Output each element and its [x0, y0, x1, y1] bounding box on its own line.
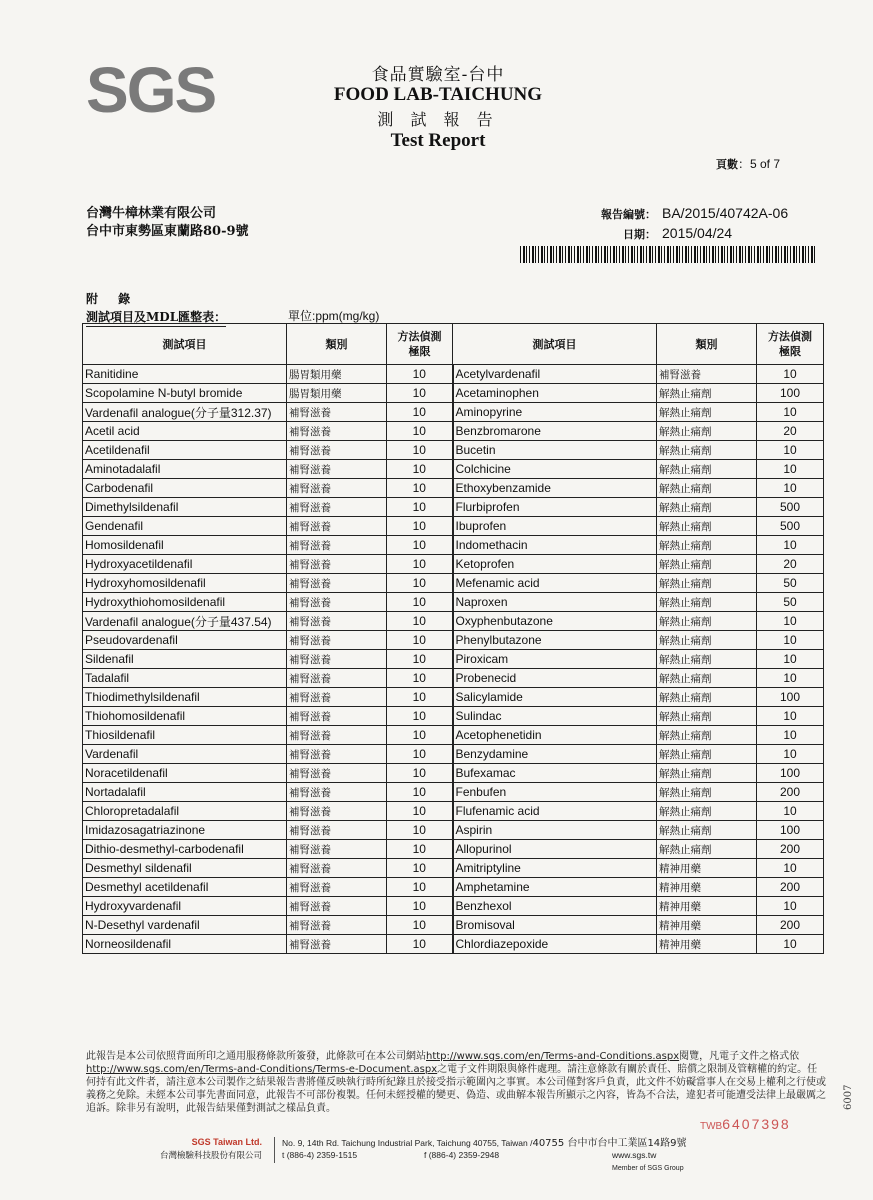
cell-category-2: 解熱止痛劑 — [657, 745, 757, 764]
serial-value: 6407398 — [722, 1116, 791, 1132]
cell-test-item: Hydroxyhomosildenafil — [83, 574, 287, 593]
cell-mdl: 10 — [387, 365, 453, 384]
cell-test-item: Hydroxythiohomosildenafil — [83, 593, 287, 612]
footer-company — [159, 1137, 262, 1161]
cell-test-item: Vardenafil — [83, 745, 287, 764]
cell-mdl-2: 100 — [757, 688, 824, 707]
table-row — [83, 935, 824, 954]
cell-category: 補腎滋養 — [287, 840, 387, 859]
cell-mdl: 10 — [387, 726, 453, 745]
footer-fax: f (886-4) 2359-2948 — [424, 1150, 500, 1160]
cell-test-item: Hydroxyacetildenafil — [83, 555, 287, 574]
footer-disclaimer — [86, 1050, 826, 1115]
cell-mdl-2: 10 — [757, 650, 824, 669]
cell-mdl: 10 — [387, 745, 453, 764]
client-name: 台灣牛樟林業有限公司 — [86, 206, 217, 221]
footer-tel: t (886-4) 2359-1515 — [282, 1150, 358, 1160]
cell-category-2: 解熱止痛劑 — [657, 517, 757, 536]
cell-category-2: 解熱止痛劑 — [657, 384, 757, 403]
cell-category: 補腎滋養 — [287, 688, 387, 707]
header-category: 類別 — [287, 324, 387, 365]
cell-test-item: Tadalafil — [83, 669, 287, 688]
cell-category-2: 精神用藥 — [657, 878, 757, 897]
terms-e-document-link[interactable]: http://www.sgs.com/en/Terms-and-Conditions/Terms-e-Document.aspx — [86, 1064, 438, 1075]
cell-category: 補腎滋養 — [287, 745, 387, 764]
cell-mdl-2: 500 — [757, 517, 824, 536]
appendix-label: 附 錄 — [86, 292, 139, 306]
cell-test-item-2: Piroxicam — [453, 650, 657, 669]
footer-address-zh: 40755 台中市台中工業區14路9號 — [532, 1138, 687, 1149]
cell-test-item: Dimethylsildenafil — [83, 498, 287, 517]
cell-category: 補腎滋養 — [287, 802, 387, 821]
cell-category-2: 解熱止痛劑 — [657, 498, 757, 517]
cell-category: 補腎滋養 — [287, 555, 387, 574]
table-row — [83, 441, 824, 460]
serial-number — [700, 1116, 791, 1132]
cell-test-item: Dithio-desmethyl-carbodenafil — [83, 840, 287, 859]
client-block — [86, 205, 249, 241]
cell-mdl-2: 20 — [757, 555, 824, 574]
cell-category: 補腎滋養 — [287, 536, 387, 555]
table-row — [83, 726, 824, 745]
cell-mdl: 10 — [387, 555, 453, 574]
cell-test-item: Ranitidine — [83, 365, 287, 384]
table-row — [83, 916, 824, 935]
cell-test-item-2: Mefenamic acid — [453, 574, 657, 593]
cell-test-item-2: Acetylvardenafil — [453, 365, 657, 384]
cell-test-item: N-Desethyl vardenafil — [83, 916, 287, 935]
table-row — [83, 859, 824, 878]
cell-test-item: Imidazosagatriazinone — [83, 821, 287, 840]
report-date-value: 2015/04/24 — [662, 225, 733, 241]
cell-test-item-2: Colchicine — [453, 460, 657, 479]
page-number-label: 頁數 — [716, 158, 738, 171]
cell-test-item: Hydroxyvardenafil — [83, 897, 287, 916]
cell-category: 補腎滋養 — [287, 916, 387, 935]
cell-category-2: 解熱止痛劑 — [657, 840, 757, 859]
footer-member: Member of SGS Group — [612, 1165, 684, 1172]
barcode — [520, 246, 817, 263]
cell-test-item-2: Amphetamine — [453, 878, 657, 897]
cell-mdl: 10 — [387, 897, 453, 916]
table-row — [83, 612, 824, 631]
header-mdl-2 — [757, 324, 824, 365]
report-no-label: 報告編號： — [601, 208, 656, 221]
cell-test-item-2: Aspirin — [453, 821, 657, 840]
cell-category-2: 精神用藥 — [657, 935, 757, 954]
cell-category: 補腎滋養 — [287, 422, 387, 441]
cell-category-2: 解熱止痛劑 — [657, 593, 757, 612]
table-row — [83, 821, 824, 840]
cell-category-2: 解熱止痛劑 — [657, 631, 757, 650]
cell-mdl-2: 10 — [757, 460, 824, 479]
cell-test-item-2: Allopurinol — [453, 840, 657, 859]
table-row — [83, 802, 824, 821]
cell-test-item-2: Salicylamide — [453, 688, 657, 707]
cell-category-2: 解熱止痛劑 — [657, 479, 757, 498]
table-row — [83, 631, 824, 650]
cell-mdl-2: 50 — [757, 574, 824, 593]
unit-label: 單位:ppm(mg/kg) — [288, 309, 380, 323]
table-row — [83, 897, 824, 916]
page-number — [716, 155, 780, 172]
table-row — [83, 593, 824, 612]
cell-mdl-2: 100 — [757, 764, 824, 783]
cell-mdl: 10 — [387, 574, 453, 593]
footer-divider — [274, 1137, 275, 1163]
cell-mdl: 10 — [387, 878, 453, 897]
table-row — [83, 745, 824, 764]
table-row — [83, 764, 824, 783]
cell-test-item-2: Ibuprofen — [453, 517, 657, 536]
table-row — [83, 878, 824, 897]
cell-category-2: 解熱止痛劑 — [657, 783, 757, 802]
cell-mdl-2: 100 — [757, 384, 824, 403]
cell-mdl-2: 200 — [757, 783, 824, 802]
cell-test-item-2: Indomethacin — [453, 536, 657, 555]
page-number-value: ：5 of 7 — [738, 157, 781, 171]
header-mdl-line1: 方法偵測 — [397, 330, 442, 343]
client-address: 台中市東勢區東蘭路80-9號 — [86, 224, 249, 239]
cell-mdl: 10 — [387, 517, 453, 536]
cell-category: 腸胃類用藥 — [287, 365, 387, 384]
cell-test-item: Sildenafil — [83, 650, 287, 669]
table-row — [83, 650, 824, 669]
cell-mdl-2: 10 — [757, 441, 824, 460]
cell-category: 補腎滋養 — [287, 650, 387, 669]
cell-category: 補腎滋養 — [287, 593, 387, 612]
cell-mdl: 10 — [387, 384, 453, 403]
cell-category: 補腎滋養 — [287, 821, 387, 840]
cell-test-item: Desmethyl acetildenafil — [83, 878, 287, 897]
cell-test-item: Thiohomosildenafil — [83, 707, 287, 726]
cell-category: 補腎滋養 — [287, 498, 387, 517]
cell-test-item-2: Bufexamac — [453, 764, 657, 783]
cell-mdl: 10 — [387, 859, 453, 878]
cell-category: 補腎滋養 — [287, 403, 387, 422]
cell-category: 補腎滋養 — [287, 726, 387, 745]
lab-title-en: FOOD LAB-TAICHUNG — [333, 84, 543, 105]
cell-test-item-2: Naproxen — [453, 593, 657, 612]
report-title-zh: 測 試 報 告 — [377, 110, 499, 129]
table-row — [83, 688, 824, 707]
cell-test-item-2: Phenylbutazone — [453, 631, 657, 650]
cell-mdl: 10 — [387, 460, 453, 479]
footer-company-en: SGS Taiwan Ltd. — [191, 1137, 262, 1147]
cell-test-item: Chloropretadalafil — [83, 802, 287, 821]
cell-category: 補腎滋養 — [287, 612, 387, 631]
header-test-item-2: 測試項目 — [453, 324, 657, 365]
cell-test-item-2: Benzbromarone — [453, 422, 657, 441]
cell-mdl: 10 — [387, 536, 453, 555]
cell-mdl: 10 — [387, 764, 453, 783]
report-info — [586, 204, 788, 244]
cell-category-2: 解熱止痛劑 — [657, 669, 757, 688]
cell-mdl-2: 200 — [757, 878, 824, 897]
cell-mdl: 10 — [387, 479, 453, 498]
cell-category-2: 補腎滋養 — [657, 365, 757, 384]
cell-test-item: Norneosildenafil — [83, 935, 287, 954]
cell-test-item-2: Bromisoval — [453, 916, 657, 935]
cell-test-item: Gendenafil — [83, 517, 287, 536]
cell-category-2: 解熱止痛劑 — [657, 574, 757, 593]
table-header-row — [83, 324, 824, 365]
cell-test-item-2: Benzydamine — [453, 745, 657, 764]
table-row — [83, 669, 824, 688]
cell-category-2: 解熱止痛劑 — [657, 821, 757, 840]
cell-category-2: 解熱止痛劑 — [657, 460, 757, 479]
serial-prefix: TWB — [700, 1121, 723, 1132]
lab-title-zh: 食品實驗室-台中 — [371, 65, 505, 85]
header-test-item: 測試項目 — [83, 324, 287, 365]
cell-test-item-2: Aminopyrine — [453, 403, 657, 422]
cell-test-item-2: Acetaminophen — [453, 384, 657, 403]
table-row — [83, 422, 824, 441]
cell-test-item-2: Acetophenetidin — [453, 726, 657, 745]
header-mdl-line2: 極限 — [408, 345, 431, 358]
cell-category: 補腎滋養 — [287, 859, 387, 878]
cell-mdl: 10 — [387, 631, 453, 650]
cell-mdl: 10 — [387, 422, 453, 441]
cell-mdl: 10 — [387, 441, 453, 460]
footer-company-zh: 台灣檢驗科技股份有限公司 — [159, 1151, 262, 1161]
table-row — [83, 498, 824, 517]
disclaimer-part-2: 閱覽，凡電子文件之格式依 — [679, 1051, 800, 1062]
table-row — [83, 840, 824, 859]
cell-mdl: 10 — [387, 916, 453, 935]
table-row — [83, 536, 824, 555]
footer-address-en: No. 9, 14th Rd. Taichung Industrial Park, Taichung 40755, Taiwan / — [282, 1138, 533, 1148]
cell-test-item-2: Fenbufen — [453, 783, 657, 802]
side-number: 6007 — [843, 1084, 854, 1110]
cell-mdl: 10 — [387, 612, 453, 631]
cell-mdl-2: 10 — [757, 726, 824, 745]
cell-test-item: Homosildenafil — [83, 536, 287, 555]
cell-category: 補腎滋養 — [287, 517, 387, 536]
report-title-en: Test Report — [390, 130, 486, 151]
cell-test-item-2: Flufenamic acid — [453, 802, 657, 821]
cell-test-item: Aminotadalafil — [83, 460, 287, 479]
cell-category: 補腎滋養 — [287, 669, 387, 688]
cell-category-2: 解熱止痛劑 — [657, 536, 757, 555]
header-mdl — [387, 324, 453, 365]
cell-category: 補腎滋養 — [287, 441, 387, 460]
cell-mdl-2: 200 — [757, 916, 824, 935]
cell-category-2: 解熱止痛劑 — [657, 441, 757, 460]
cell-test-item-2: Oxyphenbutazone — [453, 612, 657, 631]
table-row — [83, 384, 824, 403]
cell-mdl-2: 10 — [757, 935, 824, 954]
cell-mdl-2: 10 — [757, 536, 824, 555]
cell-category-2: 解熱止痛劑 — [657, 650, 757, 669]
cell-mdl-2: 10 — [757, 403, 824, 422]
footer-address — [282, 1136, 687, 1151]
cell-test-item: Thiodimethylsildenafil — [83, 688, 287, 707]
cell-test-item: Acetildenafil — [83, 441, 287, 460]
table-row — [83, 403, 824, 422]
cell-category: 腸胃類用藥 — [287, 384, 387, 403]
cell-mdl-2: 50 — [757, 593, 824, 612]
cell-test-item-2: Ketoprofen — [453, 555, 657, 574]
cell-test-item: Pseudovardenafil — [83, 631, 287, 650]
cell-test-item: Noracetildenafil — [83, 764, 287, 783]
cell-category-2: 解熱止痛劑 — [657, 422, 757, 441]
cell-category: 補腎滋養 — [287, 460, 387, 479]
cell-mdl: 10 — [387, 650, 453, 669]
cell-test-item: Carbodenafil — [83, 479, 287, 498]
table-row — [83, 365, 824, 384]
cell-mdl-2: 10 — [757, 631, 824, 650]
table-row — [83, 517, 824, 536]
table-row — [83, 479, 824, 498]
cell-mdl: 10 — [387, 688, 453, 707]
cell-mdl: 10 — [387, 498, 453, 517]
table-subtitle: 測試項目及MDL匯整表： — [86, 308, 226, 327]
cell-mdl-2: 10 — [757, 612, 824, 631]
cell-mdl-2: 20 — [757, 422, 824, 441]
cell-mdl: 10 — [387, 935, 453, 954]
cell-mdl-2: 10 — [757, 479, 824, 498]
cell-mdl-2: 200 — [757, 840, 824, 859]
cell-test-item-2: Amitriptyline — [453, 859, 657, 878]
cell-test-item: Desmethyl sildenafil — [83, 859, 287, 878]
cell-category-2: 解熱止痛劑 — [657, 726, 757, 745]
cell-test-item-2: Benzhexol — [453, 897, 657, 916]
cell-category: 補腎滋養 — [287, 631, 387, 650]
report-no-value: BA/2015/40742A-06 — [662, 205, 789, 221]
table-row — [83, 707, 824, 726]
cell-mdl-2: 500 — [757, 498, 824, 517]
cell-category: 補腎滋養 — [287, 764, 387, 783]
footer-website[interactable]: www.sgs.tw — [612, 1150, 657, 1160]
terms-link[interactable]: http://www.sgs.com/en/Terms-and-Conditions.aspx — [426, 1051, 680, 1062]
cell-test-item-2: Chlordiazepoxide — [453, 935, 657, 954]
cell-mdl: 10 — [387, 707, 453, 726]
table-row — [83, 783, 824, 802]
cell-category-2: 精神用藥 — [657, 859, 757, 878]
cell-mdl: 10 — [387, 593, 453, 612]
table-body — [83, 365, 824, 954]
header-mdl-2-line2: 極限 — [779, 345, 801, 358]
header-category-2: 類別 — [657, 324, 757, 365]
cell-category-2: 解熱止痛劑 — [657, 688, 757, 707]
cell-mdl: 10 — [387, 783, 453, 802]
cell-test-item: Scopolamine N-butyl bromide — [83, 384, 287, 403]
cell-test-item: Thiosildenafil — [83, 726, 287, 745]
cell-category: 補腎滋養 — [287, 707, 387, 726]
table-row — [83, 574, 824, 593]
cell-test-item: Vardenafil analogue(分子量437.54) — [83, 612, 287, 631]
disclaimer-part-3: 之電子文件期限與條件處理。請注意條款有關於責任、賠償之限制及管轄權的約定。任何持有此文件者，請注意本公司製作之結果報告書將僅反映執行時所紀錄且於接受指示範圍內之事實。本公司僅對客戶負責，此文件不妨礙當事人在交易上權利之行使或義務之免除。未經本公司事先書面同意，此報告不可部份複製。任何未經授權的變更、偽造、或曲解本報告所顯示之內容，皆為不合法，違犯者可能遭受法律上最嚴厲之追訴。除非另有說明，此報告結果僅對測試之樣品負責。 — [86, 1064, 826, 1114]
cell-mdl-2: 10 — [757, 707, 824, 726]
cell-mdl-2: 10 — [757, 859, 824, 878]
cell-test-item-2: Ethoxybenzamide — [453, 479, 657, 498]
cell-test-item: Acetil acid — [83, 422, 287, 441]
cell-category-2: 解熱止痛劑 — [657, 612, 757, 631]
cell-mdl-2: 10 — [757, 365, 824, 384]
cell-category: 補腎滋養 — [287, 783, 387, 802]
cell-category-2: 精神用藥 — [657, 916, 757, 935]
cell-mdl: 10 — [387, 840, 453, 859]
cell-category-2: 解熱止痛劑 — [657, 555, 757, 574]
sgs-logo: SGS — [86, 54, 216, 126]
cell-mdl: 10 — [387, 669, 453, 688]
cell-category: 補腎滋養 — [287, 878, 387, 897]
cell-mdl-2: 10 — [757, 745, 824, 764]
table-row — [83, 555, 824, 574]
mdl-table — [82, 323, 824, 954]
cell-category-2: 解熱止痛劑 — [657, 764, 757, 783]
cell-test-item-2: Flurbiprofen — [453, 498, 657, 517]
cell-test-item: Nortadalafil — [83, 783, 287, 802]
cell-mdl-2: 10 — [757, 669, 824, 688]
cell-mdl-2: 10 — [757, 897, 824, 916]
cell-mdl-2: 10 — [757, 802, 824, 821]
cell-test-item-2: Bucetin — [453, 441, 657, 460]
cell-test-item: Vardenafil analogue(分子量312.37) — [83, 403, 287, 422]
cell-category-2: 解熱止痛劑 — [657, 802, 757, 821]
cell-mdl-2: 100 — [757, 821, 824, 840]
report-date-label: 日期： — [623, 228, 656, 241]
cell-mdl: 10 — [387, 403, 453, 422]
cell-category: 補腎滋養 — [287, 935, 387, 954]
table-row — [83, 460, 824, 479]
cell-category-2: 解熱止痛劑 — [657, 707, 757, 726]
cell-category: 補腎滋養 — [287, 574, 387, 593]
header-mdl-2-line1: 方法偵測 — [768, 330, 812, 343]
cell-category-2: 精神用藥 — [657, 897, 757, 916]
disclaimer-part-1: 此報告是本公司依照背面所印之通用服務條款所簽發，此條款可在本公司網站 — [86, 1051, 426, 1062]
cell-mdl: 10 — [387, 802, 453, 821]
cell-category: 補腎滋養 — [287, 897, 387, 916]
cell-category: 補腎滋養 — [287, 479, 387, 498]
cell-mdl: 10 — [387, 821, 453, 840]
cell-category-2: 解熱止痛劑 — [657, 403, 757, 422]
cell-test-item-2: Sulindac — [453, 707, 657, 726]
cell-test-item-2: Probenecid — [453, 669, 657, 688]
